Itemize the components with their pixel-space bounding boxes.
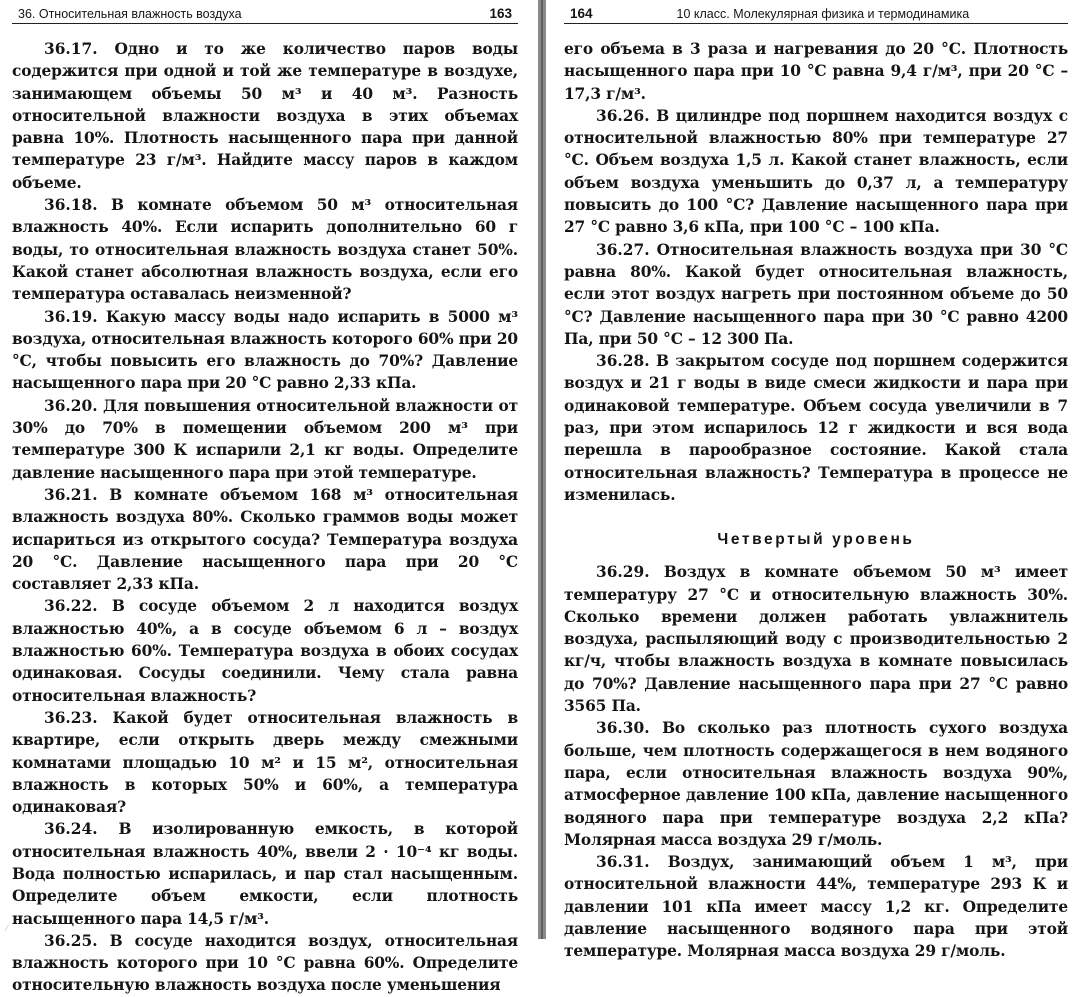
problem-text: В изолированную емкость, в которой относительная влажность 40%, ввели 2 · 10⁻⁴ кг воды. Вода полностью испарилась, и пар стал насыщенным. Определите объем емкости, если плотность насыщенного пара 14,5 г/м³. [12, 820, 518, 928]
problem-number: 36.28. [596, 352, 650, 371]
problem-36-18 [12, 194, 518, 305]
problem-36-27 [564, 239, 1068, 350]
problem-number: 36.25. [44, 931, 98, 950]
problem-36-28 [564, 350, 1068, 506]
scan-corner-mark: ⁄ [6, 924, 8, 933]
problem-number: 36.23. [44, 708, 98, 727]
problem-number: 36.27. [596, 240, 650, 259]
problem-number: 36.31. [596, 853, 650, 872]
problem-number: 36.21. [44, 485, 98, 504]
book-title: 10 класс. Молекулярная физика и термодинамика [676, 7, 970, 21]
problem-number: 36.26. [596, 106, 650, 125]
page-number-left: 163 [489, 6, 512, 21]
problem-number: 36.17. [44, 40, 98, 58]
problem-number: 36.18. [44, 196, 98, 215]
problem-text: Воздух в комнате объемом 50 м³ имеет температуру 27 °С и относительную влажность 30%. Сколько времени должен работать увлажнитель воздуха, распыляющий воду с производительностью 2 кг/ч, чтобы влажность воздуха в комнате повысилась до 70%? Давление насыщенного пара при 27 °С равно 3565 Па. [564, 563, 1068, 716]
problem-text: Какую массу воды надо испарить в 5000 м³ воздуха, относительная влажность которого 60% при 20 °С, чтобы повысить его влажность до 70%? Давление насыщенного пара при 20 °С равно 2,33 кПа. [12, 307, 518, 393]
problem-36-21 [12, 484, 518, 595]
left-running-head [12, 0, 518, 24]
problem-text: В сосуде объемом 2 л находится воздух влажностью 40%, а в сосуде объемом 6 л – воздух влажностью 60%. Температура воздуха в обоих сосудах одинаковая. Сосуды соединили. Чему стала равна относительная влажность? [12, 597, 518, 705]
right-page [546, 0, 1080, 961]
problem-number: 36.22. [44, 597, 98, 616]
problem-text: В комнате объемом 168 м³ относительная влажность воздуха 80%. Сколько граммов воды может испариться из открытого сосуда? Температура воздуха 20 °С. Давление насыщенного пара при 20 °С составляет 2,33 кПа. [12, 485, 518, 594]
book-gutter [538, 0, 546, 939]
problem-36-31 [564, 851, 1068, 962]
problem-number: 36.19. [44, 307, 98, 326]
problem-text: Одно и то же количество паров воды содержится при одной и той же температуре в воздухе, занимающем объемы 50 м³ и 40 м³. Разность относительной влажности воздуха в этих объемах равна 10%. Плотность насыщенного пара при данной температуре 23 г/м³. Найдите массу паров в каждом объеме. [12, 40, 518, 192]
problem-text: В закрытом сосуде под поршнем содержится воздух и 21 г воды в виде смеси жидкости и пара при одинаковой температуре. Объем сосуда увеличили в 7 раз, при этом испарилось 12 г жидкости и вся вода перешла в парообразное состояние. Какой стала относительная влажность? Температура в процессе не изменилась. [564, 352, 1068, 504]
problem-36-29 [564, 561, 1068, 717]
problem-text: Для повышения относительной влажности от 30% до 70% в помещении объемом 200 м³ при температуре 300 К испарили 2,1 кг воды. Определите давление насыщенного пара при этой температуре. [12, 396, 518, 482]
problem-36-20 [12, 395, 518, 484]
problem-text: Воздух, занимающий объем 1 м³, при относительной влажности 44%, температуре 293 К и давлении 101 кПа имеет массу 1,2 кг. Определите давление насыщенного водяного пара при этой температуре. Молярная масса воздуха 29 г/моль. [564, 853, 1068, 961]
left-page [0, 0, 538, 995]
problem-36-17 [12, 38, 518, 194]
problem-number: 36.30. [596, 719, 650, 738]
problem-text: Во сколько раз плотность сухого воздуха больше, чем плотность содержащегося в нем водяного пара, если относительная влажность воздуха 90%, атмосферное давление 100 кПа, давление насыщенного водяного пара при температуре воздуха 2,2 кПа? Молярная масса воздуха 29 г/моль. [564, 719, 1068, 849]
page-number-right: 164 [570, 6, 593, 21]
problem-36-24 [12, 818, 518, 929]
problem-number: 36.29. [596, 563, 650, 582]
problem-36-26 [564, 105, 1068, 239]
problem-36-25 [12, 930, 518, 997]
level-heading: Четвертый уровень [717, 531, 915, 549]
right-running-head [564, 0, 1068, 24]
section-title: 36. Относительная влажность воздуха [18, 7, 242, 21]
problem-text: Какой будет относительная влажность в квартире, если открыть дверь между смежными комнатами площадью 10 м² и 15 м², относительная влажность в которых 50% и 60%, а температура одинаковая? [12, 708, 518, 817]
problem-text: В сосуде находится воздух, относительная влажность которого при 10 °С равна 60%. Определите относительную влажность воздуха после уменьшения [12, 931, 518, 995]
problem-number: 36.24. [44, 820, 98, 839]
problem-text: В комнате объемом 50 м³ относительная влажность 40%. Если испарить дополнительно 60 г воды, то относительная влажность воздуха станет 50%. Какой станет абсолютная влажность воздуха, если его температура оставалась неизменной? [12, 196, 518, 304]
problem-text: Относительная влажность воздуха при 30 °С равна 80%. Какой будет относительная влажность, если этот воздух нагреть при постоянном объеме до 50 °С? Давление насыщенного пара при 30 °С равно 4200 Па, при 50 °С – 12 300 Па. [564, 240, 1068, 348]
problem-36-25-continuation: его объема в 3 раза и нагревания до 20 °С. Плотность насыщенного пара при 10 °С равна 9,4 г/м³, при 20 °С – 17,3 г/м³. [564, 40, 1068, 103]
problem-36-23 [12, 707, 518, 818]
problem-36-19 [12, 306, 518, 395]
problem-text: В цилиндре под поршнем находится воздух с относительной влажностью 80% при температуре 27 °С. Объем воздуха 1,5 л. Какой станет влажность, если объем воздуха уменьшить до 0,37 л, а температуру повысить до 100 °С? Давление насыщенного пара при 27 °С равно 3,6 кПа, при 100 °С – 100 кПа. [564, 106, 1068, 237]
problem-36-30 [564, 717, 1068, 851]
problem-number: 36.20. [44, 396, 98, 415]
problem-36-22 [12, 595, 518, 706]
